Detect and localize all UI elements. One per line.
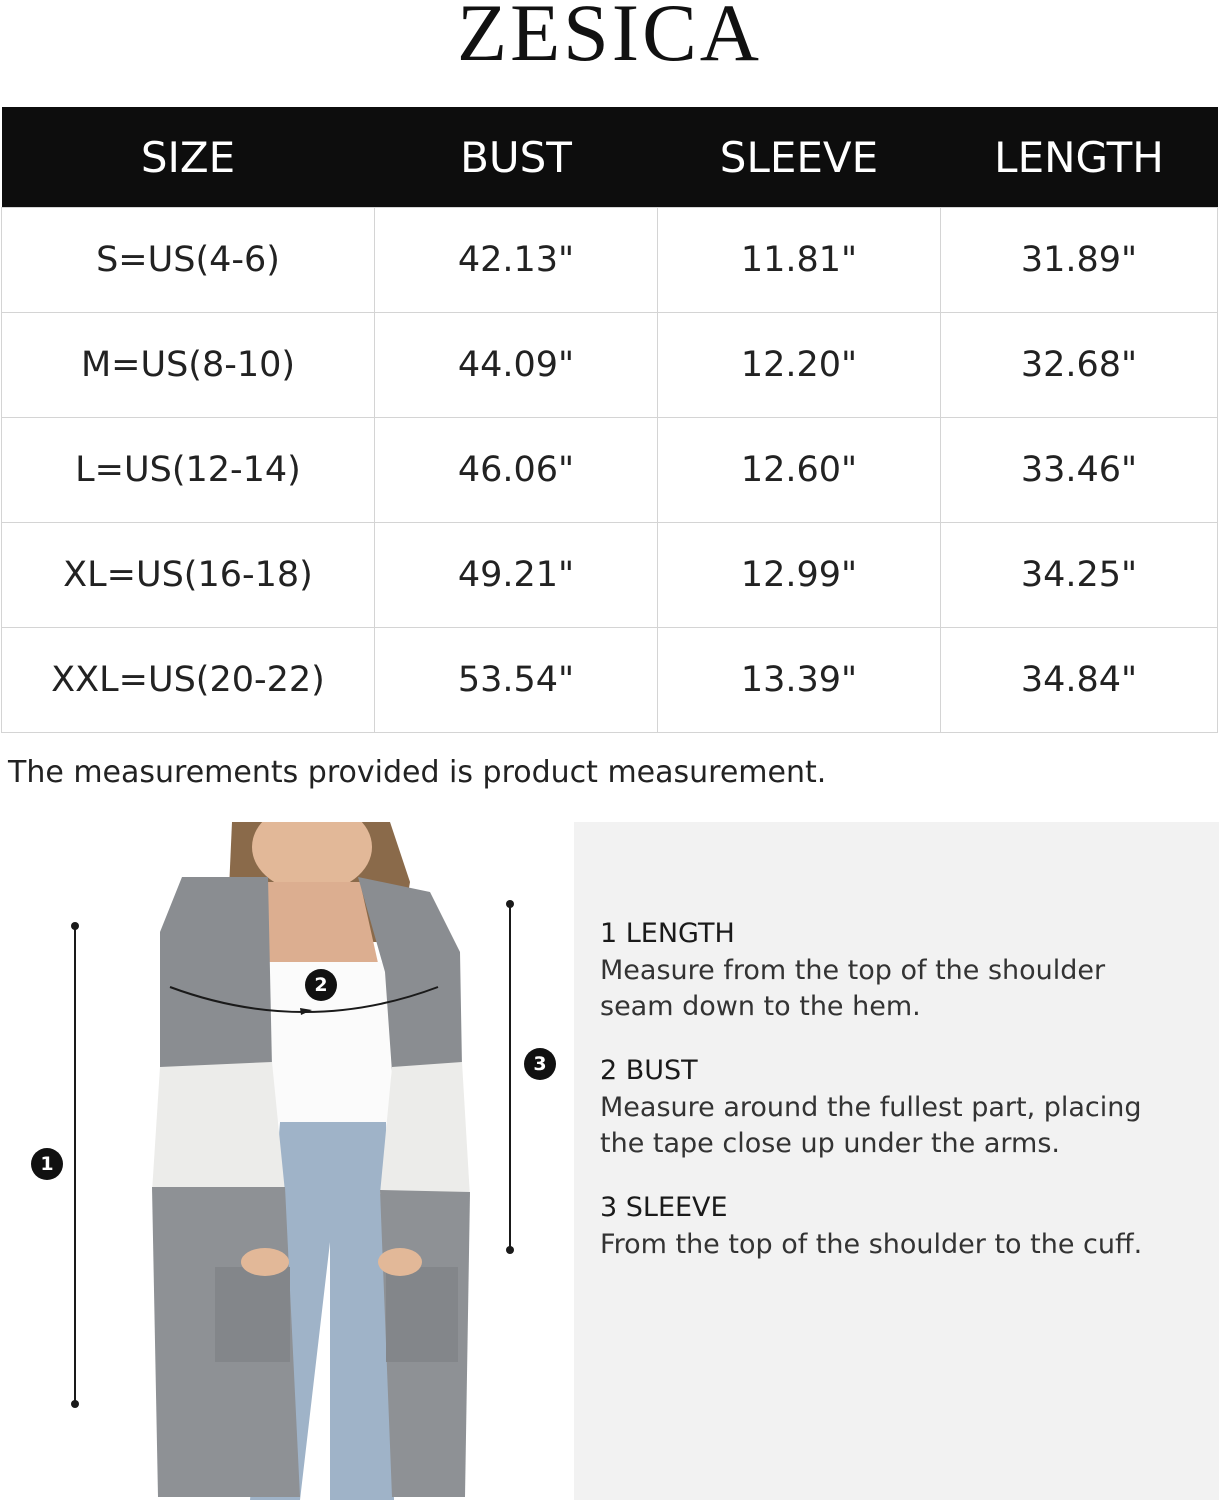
- cell-bust: 44.09": [375, 313, 658, 418]
- instruction-sleeve: [600, 1192, 1160, 1263]
- cell-size: XXL=US(20-22): [2, 628, 375, 733]
- instruction-title: 2 BUST: [600, 1055, 698, 1086]
- product-model-illustration: [0, 822, 560, 1500]
- table-row: [2, 418, 1218, 523]
- cell-bust: 49.21": [375, 523, 658, 628]
- length-measure-dot-top: [71, 922, 79, 930]
- instruction-text: Measure around the fullest part, placing the tape close up under the arms.: [600, 1092, 1142, 1159]
- cardigan-left-top: [160, 877, 272, 1072]
- cell-length: 32.68": [941, 313, 1218, 418]
- table-row: [2, 208, 1218, 313]
- length-measure-dot-bottom: [71, 1400, 79, 1408]
- cell-length: 34.25": [941, 523, 1218, 628]
- sleeve-measure-dot-top: [506, 900, 514, 908]
- table-row: [2, 313, 1218, 418]
- instruction-bust: [600, 1055, 1160, 1162]
- table-row: [2, 628, 1218, 733]
- header-size: SIZE: [2, 107, 375, 208]
- instruction-length: [600, 918, 1160, 1025]
- cell-size: S=US(4-6): [2, 208, 375, 313]
- length-measure-line: [74, 926, 76, 1404]
- size-chart-table: [1, 107, 1218, 733]
- length-badge: 1: [31, 1148, 63, 1180]
- cell-size: L=US(12-14): [2, 418, 375, 523]
- pocket-right: [386, 1267, 458, 1362]
- instruction-text: From the top of the shoulder to the cuff.: [600, 1229, 1143, 1260]
- cardigan-right-mid: [380, 1062, 470, 1197]
- hand-right: [378, 1248, 422, 1276]
- header-sleeve: SLEEVE: [658, 107, 941, 208]
- measurement-note: The measurements provided is product measurement.: [8, 755, 827, 790]
- cell-length: 31.89": [941, 208, 1218, 313]
- table-header-row: [2, 107, 1218, 208]
- instruction-title: 3 SLEEVE: [600, 1192, 728, 1223]
- chest-shape: [260, 882, 380, 972]
- cell-sleeve: 12.60": [658, 418, 941, 523]
- header-bust: BUST: [375, 107, 658, 208]
- instruction-text: Measure from the top of the shoulder seam down to the hem.: [600, 955, 1106, 1022]
- brand-logo: ZESICA: [457, 0, 762, 78]
- cell-sleeve: 11.81": [658, 208, 941, 313]
- sleeve-measure-line: [509, 904, 511, 1250]
- header-length: LENGTH: [941, 107, 1218, 208]
- hand-left: [241, 1248, 289, 1276]
- pocket-left: [215, 1267, 290, 1362]
- instruction-title: 1 LENGTH: [600, 918, 735, 949]
- cell-bust: 53.54": [375, 628, 658, 733]
- sleeve-measure-dot-bottom: [506, 1246, 514, 1254]
- cell-bust: 46.06": [375, 418, 658, 523]
- cell-size: XL=US(16-18): [2, 523, 375, 628]
- sleeve-badge: 3: [524, 1048, 556, 1080]
- cell-sleeve: 12.99": [658, 523, 941, 628]
- cell-size: M=US(8-10): [2, 313, 375, 418]
- cell-sleeve: 12.20": [658, 313, 941, 418]
- cell-sleeve: 13.39": [658, 628, 941, 733]
- cell-bust: 42.13": [375, 208, 658, 313]
- table-row: [2, 523, 1218, 628]
- cardigan-left-mid: [152, 1062, 285, 1192]
- bust-badge: 2: [305, 969, 337, 1001]
- cell-length: 34.84": [941, 628, 1218, 733]
- cell-length: 33.46": [941, 418, 1218, 523]
